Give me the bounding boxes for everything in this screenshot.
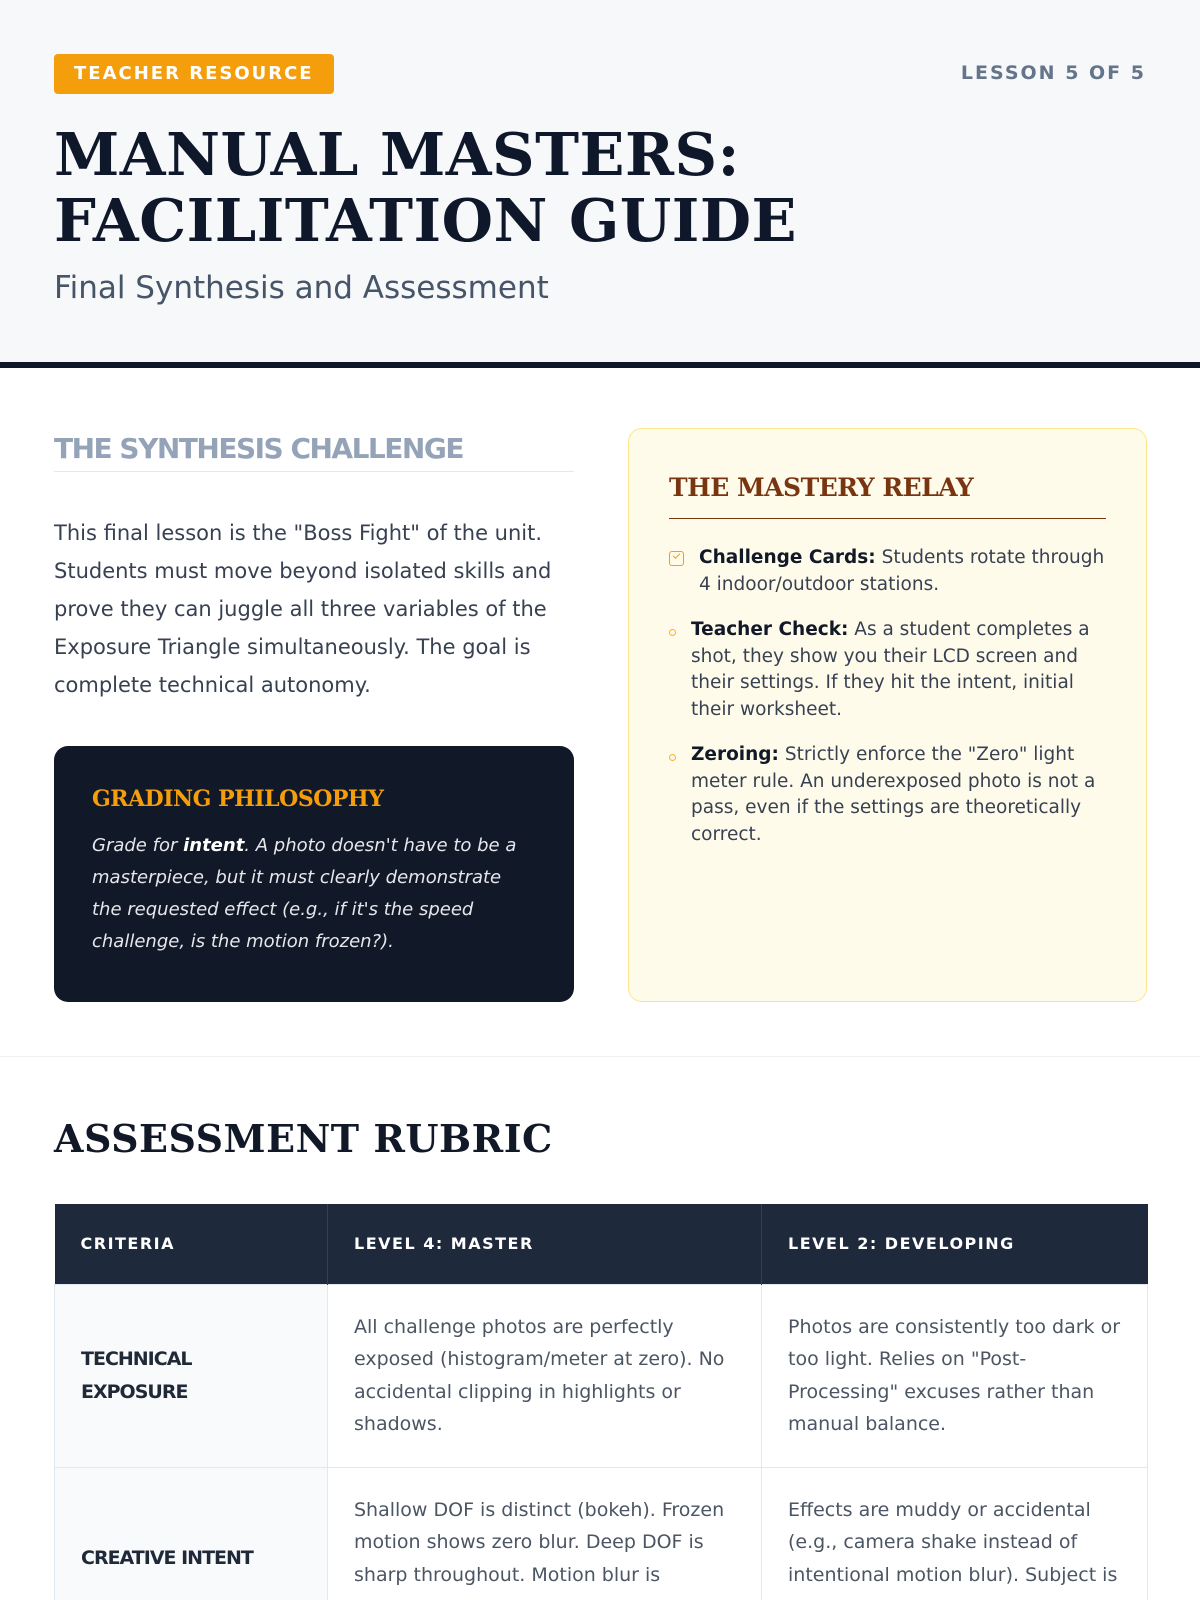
relay-item (669, 617, 1106, 723)
grading-text (92, 830, 536, 958)
relay-item-label: Teacher Check: (691, 619, 849, 640)
column-header-master: LEVEL 4: MASTER (328, 1204, 762, 1284)
grading-text-rest: . A photo doesn't have to be a masterpiece, but it must clearly demonstrate the requested effect (e.g., if it's the speed challenge, is the motion frozen?). (92, 835, 517, 952)
checkbox-icon (669, 551, 684, 566)
table-row (55, 1467, 1148, 1600)
bullet-dot-icon (669, 754, 676, 761)
criteria-cell: TECHNICAL EXPOSURE (55, 1284, 328, 1467)
grading-text-lead: Grade for (92, 835, 184, 856)
mastery-relay-card (628, 428, 1147, 1002)
bullet-dot-icon (669, 629, 676, 636)
relay-item-label: Zeroing: (691, 744, 779, 765)
developing-cell: Effects are muddy or accidental (e.g., camera shake instead of intentional motion blur). Subject is (762, 1467, 1148, 1600)
master-cell: All challenge photos are perfectly exposed (histogram/meter at zero). No accidental clipping in highlights or shadows. (328, 1284, 762, 1467)
relay-item-text: Strictly enforce the "Zero" light meter rule. An underexposed photo is not a pass, even if the settings are theoretically correct. (691, 744, 1096, 845)
synthesis-heading: THE SYNTHESIS CHALLENGE (54, 432, 574, 472)
relay-item-text: As a student completes a shot, they show you their LCD screen and their settings. If they hit the intent, initial their worksheet. (691, 619, 1090, 720)
grading-text-emphasis: intent (183, 835, 245, 856)
page-title: MANUAL MASTERS: FACILITATION GUIDE (54, 120, 798, 255)
criteria-cell: CREATIVE INTENT (55, 1467, 328, 1600)
rubric-table (54, 1204, 1148, 1600)
relay-item-text: Students rotate through 4 indoor/outdoor stations. (699, 547, 1105, 595)
relay-item (669, 545, 1106, 598)
page-header (0, 0, 1200, 368)
relay-title: THE MASTERY RELAY (669, 473, 1106, 519)
page-subtitle: Final Synthesis and Assessment (54, 270, 549, 306)
developing-cell: Photos are consistently too dark or too light. Relies on "Post-Processing" excuses rather than manual balance. (762, 1284, 1148, 1467)
column-header-developing: LEVEL 2: DEVELOPING (762, 1204, 1148, 1284)
relay-item (669, 742, 1106, 848)
relay-item-label: Challenge Cards: (699, 547, 876, 568)
relay-list (669, 545, 1106, 848)
lesson-count: LESSON 5 OF 5 (960, 62, 1146, 84)
synthesis-body: This final lesson is the "Boss Fight" of the unit. Students must move beyond isolated skills and prove they can juggle all three variables of the Exposure Triangle simultaneously. The goal is complete technical autonomy. (54, 521, 552, 697)
table-row (55, 1284, 1148, 1467)
rubric-header-row (55, 1204, 1148, 1284)
section-divider (0, 1056, 1200, 1057)
grading-title: GRADING PHILOSOPHY (92, 786, 384, 812)
grading-philosophy-card (54, 746, 574, 1002)
rubric-heading: ASSESSMENT RUBRIC (54, 1116, 553, 1161)
column-header-criteria: CRITERIA (55, 1204, 328, 1284)
teacher-resource-badge: TEACHER RESOURCE (54, 54, 334, 94)
master-cell: Shallow DOF is distinct (bokeh). Frozen motion shows zero blur. Deep DOF is sharp throughout. Motion blur is (328, 1467, 762, 1600)
